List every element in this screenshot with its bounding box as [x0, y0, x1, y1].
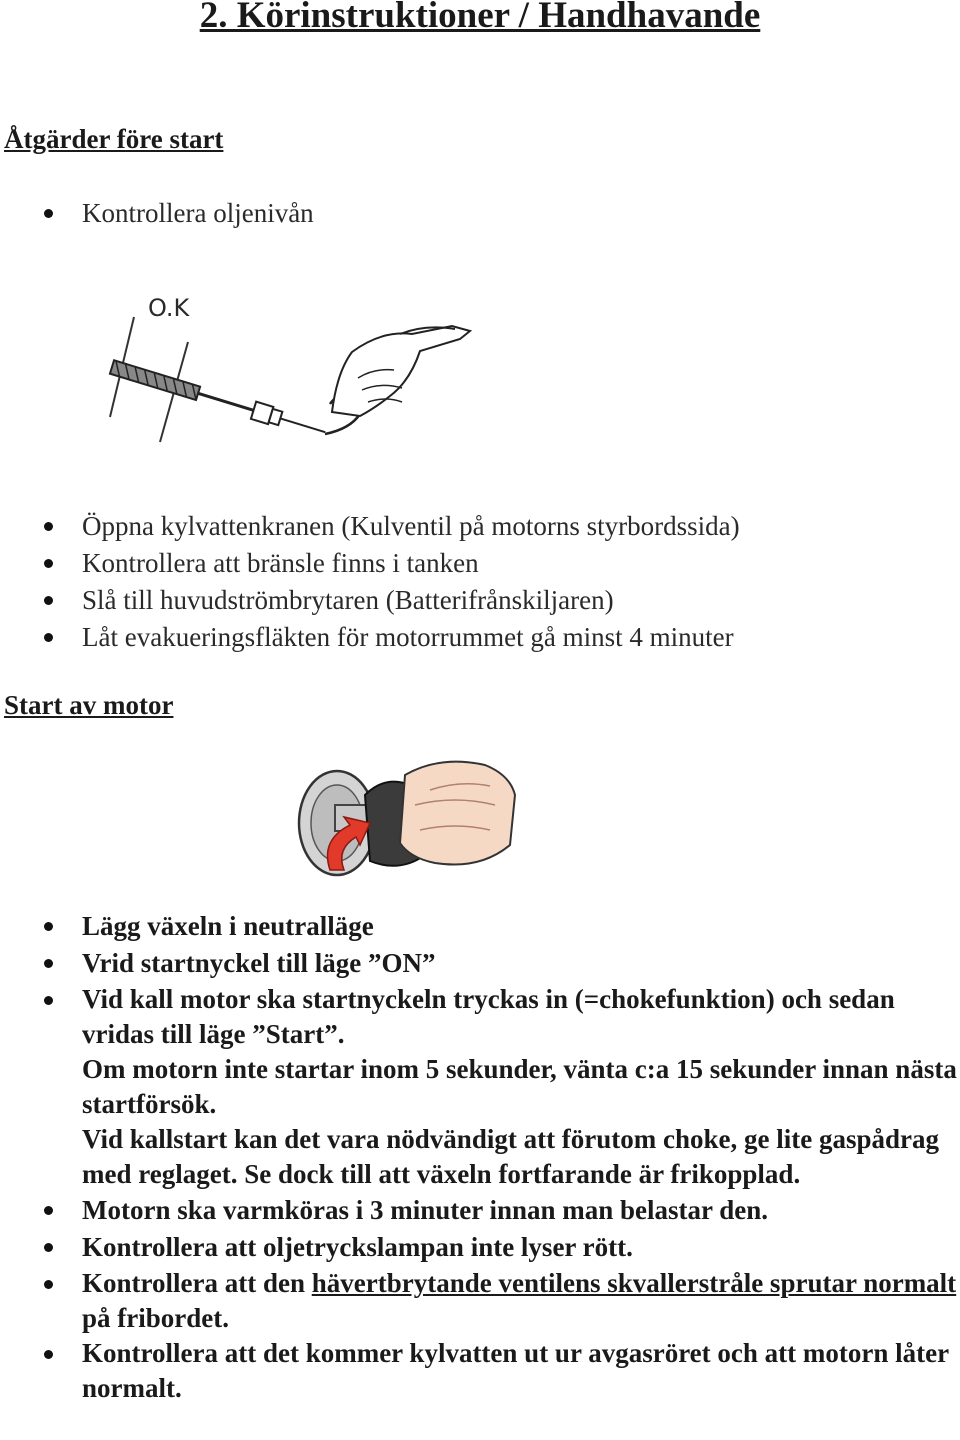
section-heading-start-engine: Start av motor [4, 690, 174, 720]
list-item: Vid kall motor ska startnyckeln tryckas in (=chokefunktion) och sedan vridas till läge ”Start”. Om motorn inte startar inom 5 sekunder, vänta c:a 15 sekunder innan nästa startförsök. Vid kallstart kan det vara nödvändigt att förutom choke, ge lite gaspådrag med reglaget. Se dock till att växeln fortfarande är frikopplad. [0, 982, 960, 1192]
bullet-icon [44, 559, 53, 568]
ignition-key-illustration [295, 735, 525, 895]
bullet-icon [44, 633, 53, 642]
dipstick-ok-label: O.K [148, 294, 190, 322]
list-item: Kontrollera att det kommer kylvatten ut ur avgasröret och att motorn låter normalt. [0, 1336, 960, 1406]
bullet-icon [44, 1243, 53, 1252]
bullet-icon [44, 596, 53, 605]
bullet-icon [44, 996, 53, 1005]
before-start-list [0, 508, 960, 656]
section-heading-before-start: Åtgärder före start [4, 124, 224, 154]
page-title: 2. Körinstruktioner / Handhavande [199, 0, 761, 36]
list-item: Kontrollera att bränsle finns i tanken [0, 545, 960, 582]
list-item: Motorn ska varmköras i 3 minuter innan man belastar den. [0, 1192, 960, 1229]
list-item: Lägg växeln i neutralläge [0, 908, 960, 945]
bullet-icon [44, 522, 53, 531]
check-oil-list [0, 195, 960, 232]
list-item: Kontrollera att oljetryckslampan inte lyser rött. [0, 1229, 960, 1266]
bullet-icon [44, 1350, 53, 1359]
bullet-icon [44, 1206, 53, 1215]
bullet-icon [44, 1280, 53, 1289]
bullet-icon [44, 922, 53, 931]
list-item: Kontrollera oljenivån [0, 195, 960, 232]
bullet-icon [44, 959, 53, 968]
list-item: Kontrollera att den hävertbrytande ventilens skvallerstråle sprutar normalt på fribordet. [0, 1266, 960, 1336]
list-item: Vrid startnyckel till läge ”ON” [0, 945, 960, 982]
list-item: Öppna kylvattenkranen (Kulventil på motorns styrbordssida) [0, 508, 960, 545]
list-item: Låt evakueringsfläkten för motorrummet gå minst 4 minuter [0, 619, 960, 656]
dipstick-illustration [100, 262, 490, 462]
start-engine-list [0, 908, 960, 1406]
bullet-icon [44, 209, 53, 218]
underlined-phrase: hävertbrytande ventilens skvallerstråle sprutar normalt [311, 1268, 957, 1298]
list-item: Slå till huvudströmbrytaren (Batterifrånskiljaren) [0, 582, 960, 619]
